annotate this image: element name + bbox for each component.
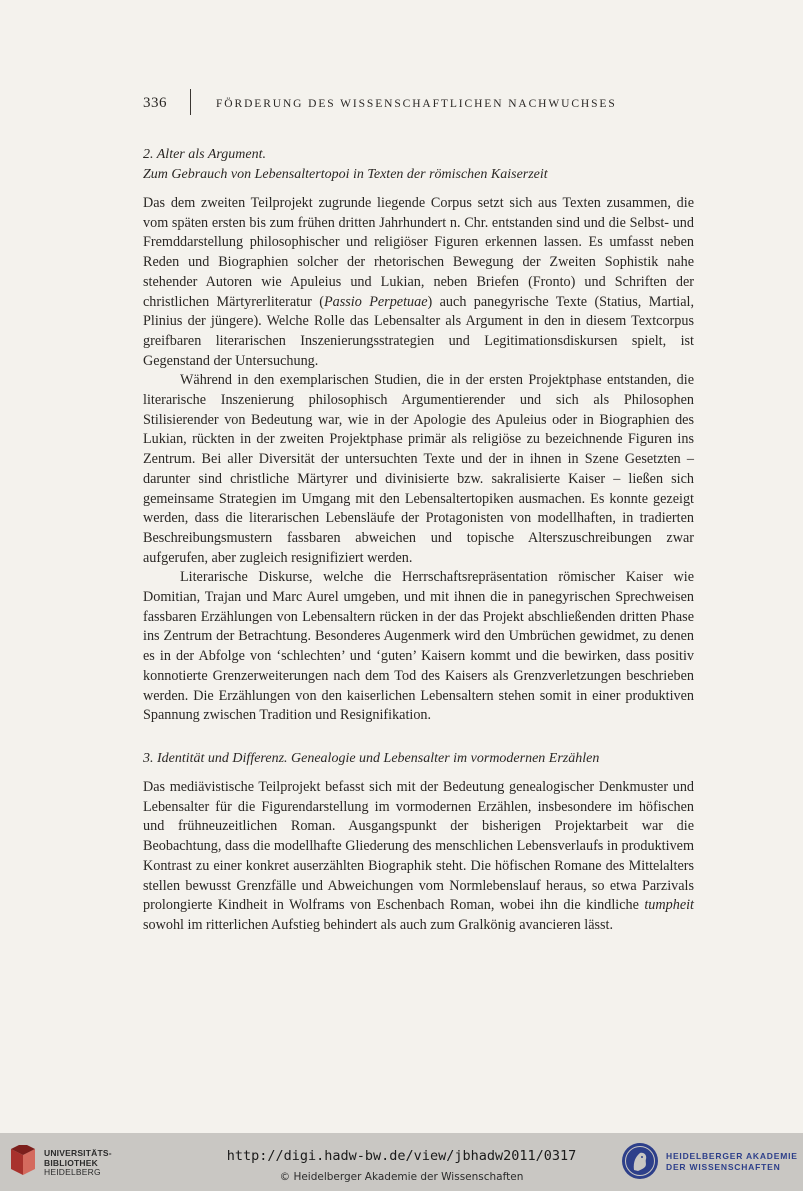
section-2-title-line2: Zum Gebrauch von Lebensaltertopoi in Texten der römischen Kaiserzeit [143, 167, 548, 182]
page-number: 336 [143, 95, 167, 111]
library-name-line1: UNIVERSITÄTS- [44, 1148, 112, 1158]
section-2-title-line1: 2. Alter als Argument. [143, 147, 267, 162]
academy-name-line2: DER WISSENSCHAFTEN [666, 1161, 781, 1172]
copyright-notice: © Heidelberger Akademie der Wissenschaften [279, 1171, 524, 1183]
section-2-paragraph-2: Während in den exemplarischen Studien, die in der ersten Projektphase entstanden, die literarische Inszenierung philosophisch Argumentierender und sich als Philosophen Stilisierender von Bedeutung war, wie in der Apologie des Apuleius oder in Biographien des Lukian, rückten in der zweiten Projektphase primär als religiöse zu bezeichnende Figuren ins Zentrum. Bei aller Diversität der untersuchten Texte und der in ihnen in Szene Gesetzten – darunter sind christliche Märtyrer und divinisierte bzw. sakralisierte Kaiser – ließen sich gemeinsame Strategien im Umgang mit den Lebensaltertopiken ausmachen. Es konnte gezeigt werden, dass die literarischen Lebensläufe der Protagonisten von modellhaften, in tradierten Beschreibungsmustern fassbaren abweichen und topische Alterszuschreibungen zwar aufgerufen, aber zugleich resignifiziert werden. [143, 372, 694, 566]
page-body [143, 145, 694, 936]
section-2-paragraph-3: Literarische Diskurse, welche die Herrschaftsrepräsentation römischer Kaiser wie Domitian, Trajan und Marc Aurel umgeben, und mit ihnen die in panegyrischen Sprechweisen fassbaren Erzählungen von Lebensaltern rücken in der das Projekt abschließenden dritten Phase ins Zentrum der Betrachtung. Besonderes Augenmerk wird den Umbrüchen gewidmet, zu denen es in der Abfolge von ‘schlechten’ und ‘guten’ Kaisern kommt und die bewirken, dass positiv konnotierte Grenzerweiterungen nach dem Tod des Kaisers als Grenzverletzungen beschrieben werden. Die Erzählungen von den kaiserlichen Lebensaltern stehen somit in einer produktiven Spannung zwischen Tradition und Resignifikation. [143, 569, 694, 724]
library-name-line3: HEIDELBERG [44, 1167, 101, 1177]
header-divider [190, 89, 191, 115]
digitization-footer [0, 1133, 803, 1191]
academy-logo[interactable] [620, 1141, 800, 1183]
page-header [143, 95, 703, 121]
permalink-url[interactable]: http://digi.hadw-bw.de/view/jbhadw2011/0317 [226, 1148, 577, 1164]
section-3-paragraph-1: Das mediävistische Teilprojekt befasst sich mit der Bedeutung genealogischer Denkmuster und Lebensalter für die Figurendarstellung im vormodernen Erzählen, insbesondere im höfischen und frühneuzeitlichen Roman. Ausgangspunkt der bisherigen Projektarbeit war die Beobachtung, dass die modellhafte Gliederung des menschlichen Lebensverlaufs in produktivem Kontrast zu einer konkret auserzählten Biographik steht. Die höfischen Romane des Mittelalters stellen bewusst Grenzfälle und Abweichungen vom Normlebenslauf heraus, so etwa Parzivals prolongierte Kindheit in Wolframs von Eschenbach Roman, wobei ihn die kindliche tumpheit sowohl im ritterlichen Aufstieg behindert als auch zum Gralkönig avancieren lässt. [143, 778, 694, 933]
running-title: FÖRDERUNG DES WISSENSCHAFTLICHEN NACHWUCHSES [216, 98, 617, 110]
section-2-paragraph-1: Das dem zweiten Teilprojekt zugrunde liegende Corpus setzt sich aus Texten zusammen, die vom späten ersten bis zum frühen dritten Jahrhundert n. Chr. entstanden sind und die Selbst- und Fremddarstellung philosophischer und religiöser Figuren erkennen lassen. Es umfasst neben Reden und Biographien solcher der rhetorischen Bewegung der Zweiten Sophistik nahe stehender Autoren wie Apuleius und Lukian, neben Briefen (Fronto) und Schriften der christlichen Märtyrerliteratur (Passio Perpetuae) auch panegyrische Texte (Statius, Martial, Plinius der jüngere). Welche Rolle das Lebensalter als Argument in den in diesem Textcorpus greifbaren literarischen Inszenierungsstrategien und Legitimationsdiskursen spielt, ist Gegenstand der Untersuchung. [143, 195, 695, 369]
library-name-line2: BIBLIOTHEK [44, 1157, 98, 1168]
section-3-title: 3. Identität und Differenz. Genealogie und Lebensalter im vormodernen Erzählen [143, 750, 600, 766]
academy-seal-icon [620, 1141, 660, 1181]
academy-name-line1: HEIDELBERGER AKADEMIE [666, 1151, 798, 1161]
